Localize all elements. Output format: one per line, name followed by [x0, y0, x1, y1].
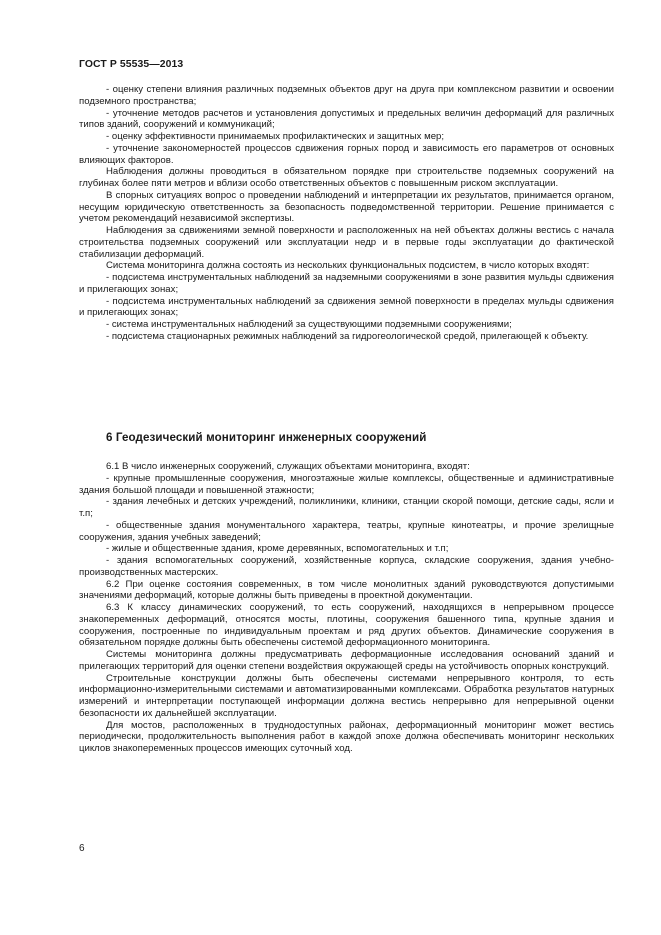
paragraph: Наблюдения за сдвижениями земной поверхности и расположенных на ней объектах должны вестись с начала строительства подземных сооружений или эксплуатации недр и в первые годы эксплуатации до фактической стабилизации деформаций. [79, 225, 614, 260]
document-header-code: ГОСТ Р 55535—2013 [79, 59, 184, 70]
paragraph: - крупные промышленные сооружения, многоэтажные жилые комплексы, общественные и административные здания большой площади и повышенной этажности; [79, 472, 614, 496]
paragraph: Система мониторинга должна состоять из нескольких функциональных подсистем, в число которых входят: [106, 260, 590, 272]
paragraph: Системы мониторинга должны предусматривать деформационные исследования оснований зданий и прилегающих территорий для оценки степени воздействия окружающей среды на устойчивость опорных конструкций. [79, 649, 614, 672]
paragraph: - подсистема инструментальных наблюдений за сдвижения земной поверхности в пределах мульды сдвижения и прилегающих зонах; [79, 295, 614, 319]
paragraph: 6.2 При оценке состояния современных, в том числе монолитных зданий руководствуются допустимыми значениями деформаций, которые должны быть приведены в проектной документации. [79, 578, 614, 602]
page-number: 6 [79, 843, 85, 854]
paragraph: - жилые и общественные здания, кроме деревянных, вспомогательных и т.п; [106, 543, 449, 555]
paragraph: - здания вспомогательных сооружений, хозяйственные корпуса, складские сооружения, здания учебно-производственных мастерских. [79, 555, 614, 578]
paragraph: - подсистема стационарных режимных наблюдений за гидрогеологической средой, прилегающей к объекту. [106, 330, 589, 342]
paragraph: Для мостов, расположенных в труднодоступных районах, деформационный мониторинг может вестись периодически, продолжительность выполнения работ в каждой эпохе должна обеспечивать мониторинг нескольких циклов знакопеременных процессов имеющих суточный ход. [79, 719, 614, 754]
paragraph: 6.3 К классу динамических сооружений, то есть сооружений, находящихся в непрерывном процессе знакопеременных деформаций, относятся мосты, плотины, сооружения башенного типа, крупные здания и сооружения, построенные по индивидуальным проектам и ряд других объектов. Динамические сооружения в обязательном порядке должны быть обеспечены системой деформационного мониторинга. [79, 602, 614, 649]
paragraph: - общественные здания монументального характера, театры, крупные кинотеатры, и прочие зрелищные сооружения, здания учебных заведений; [79, 519, 614, 543]
paragraph: - система инструментальных наблюдений за существующими подземными сооружениями; [106, 319, 512, 330]
paragraph: - уточнение закономерностей процессов сдвижения горных пород и зависимость его параметров от основных влияющих факторов. [79, 142, 614, 166]
paragraph: - уточнение методов расчетов и установления допустимых и предельных величин деформаций для различных типов зданий, сооружений и коммуникаций; [79, 107, 614, 131]
paragraph: - оценку степени влияния различных подземных объектов друг на друга при комплексном развитии и освоении подземного пространства; [79, 84, 614, 107]
text-block-section-6 [79, 461, 614, 755]
paragraph: 6.1 В число инженерных сооружений, служащих объектами мониторинга, входят: [106, 461, 470, 472]
text-block-upper [79, 84, 614, 343]
paragraph: В спорных ситуациях вопрос о проведении наблюдений и интерпретации их результатов, принимается органом, несущим юридическую ответственность за безопасность подведомственной территории. Решение принимается с учетом рекомендаций независимой экспертизы. [79, 189, 614, 225]
paragraph: - оценку эффективности принимаемых профилактических и защитных мер; [106, 131, 445, 142]
section-heading: 6 Геодезический мониторинг инженерных сооружений [106, 431, 427, 444]
paragraph: Наблюдения должны проводиться в обязательном порядке при строительстве подземных сооружений на глубинах более пяти метров и вблизи особо ответственных объектов с повышенным риском эксплуатации. [79, 166, 614, 189]
paragraph: Строительные конструкции должны быть обеспечены системами непрерывного контроля, то есть информационно-измерительными системами и автоматизированными комплексами. Обработка результатов натурных измерений и интерпретации поступающей информации должна вестись непрерывно для непрерывной оценки безопасности их дальнейшей эксплуатации. [79, 672, 614, 719]
paragraph: - подсистема инструментальных наблюдений за надземными сооружениями в зоне развития мульды сдвижения и прилегающих зонах; [79, 272, 614, 295]
paragraph: - здания лечебных и детских учреждений, поликлиники, клиники, станции скорой помощи, детские сады, ясли и т.п; [79, 496, 614, 519]
